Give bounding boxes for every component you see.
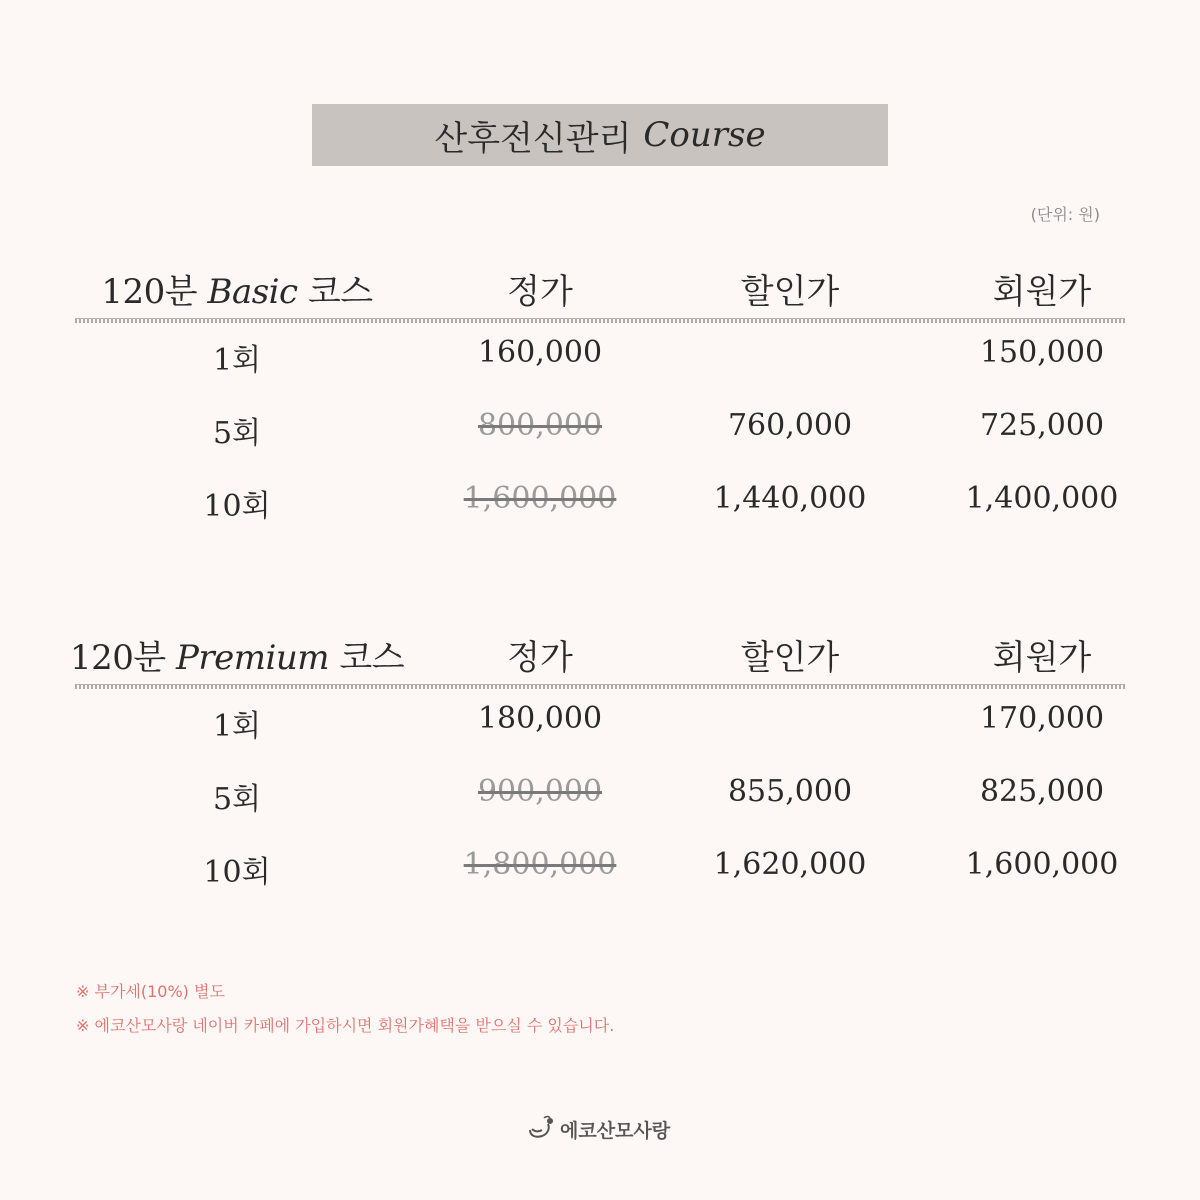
course-name (101, 264, 372, 313)
membership-note: ※ 에코산모사랑 네이버 카페에 가입하시면 회원가혜택을 받으실 수 있습니다. (76, 1016, 615, 1035)
sessions-cell: 5회 (212, 416, 262, 451)
course-duration: 120분 (101, 272, 198, 312)
notes (76, 975, 614, 1043)
premium-course-table (69, 622, 1125, 908)
member-price-cell: 150,000 (979, 335, 1105, 370)
sessions-cell: 1회 (212, 343, 262, 378)
course-label: 코스 (307, 272, 373, 312)
page-title (312, 104, 888, 166)
table-header (69, 622, 1125, 684)
header-member: 회원가 (992, 638, 1092, 678)
member-price-cell: 170,000 (979, 701, 1105, 736)
course-duration: 120분 (69, 638, 166, 678)
discount-price-cell: 1,620,000 (713, 847, 867, 882)
regular-price-cell: 1,600,000 (463, 481, 617, 516)
member-price-cell: 1,400,000 (965, 481, 1119, 516)
table-row (75, 835, 1125, 908)
sessions-cell: 1회 (212, 709, 262, 744)
basic-course-table (75, 256, 1125, 542)
brand-logo (526, 1114, 670, 1145)
member-price-cell: 1,600,000 (965, 847, 1119, 882)
table-header (75, 256, 1125, 318)
sessions-cell: 10회 (203, 855, 271, 890)
page-title-en: Course (643, 115, 766, 155)
brand-name: 에코산모사랑 (560, 1120, 671, 1142)
regular-price-cell: 800,000 (477, 408, 603, 443)
sessions-cell: 5회 (212, 782, 262, 817)
header-discount: 할인가 (740, 272, 840, 312)
course-level: Premium (176, 638, 330, 678)
sessions-cell: 10회 (203, 489, 271, 524)
header-regular: 정가 (507, 272, 573, 312)
regular-price-cell: 160,000 (477, 335, 603, 370)
table-row (75, 396, 1125, 469)
table-row (75, 469, 1125, 542)
discount-price-cell: 855,000 (727, 774, 853, 809)
regular-price-cell: 180,000 (477, 701, 603, 736)
unit-note: (단위: 원) (1030, 205, 1100, 224)
course-label: 코스 (339, 638, 405, 678)
regular-price-cell: 1,800,000 (463, 847, 617, 882)
page-title-ko: 산후전신관리 (434, 118, 632, 159)
member-price-cell: 825,000 (979, 774, 1105, 809)
table-row (75, 323, 1125, 396)
regular-price-cell: 900,000 (477, 774, 603, 809)
table-row (75, 689, 1125, 762)
leaf-bird-icon (526, 1114, 560, 1145)
course-name (70, 630, 404, 679)
header-discount: 할인가 (740, 638, 840, 678)
discount-price-cell: 760,000 (727, 408, 853, 443)
header-regular: 정가 (507, 638, 573, 678)
discount-price-cell: 1,440,000 (713, 481, 867, 516)
vat-note: ※ 부가세(10%) 별도 (76, 982, 225, 1001)
course-level: Basic (207, 272, 298, 312)
header-member: 회원가 (992, 272, 1092, 312)
member-price-cell: 725,000 (979, 408, 1105, 443)
table-row (75, 762, 1125, 835)
